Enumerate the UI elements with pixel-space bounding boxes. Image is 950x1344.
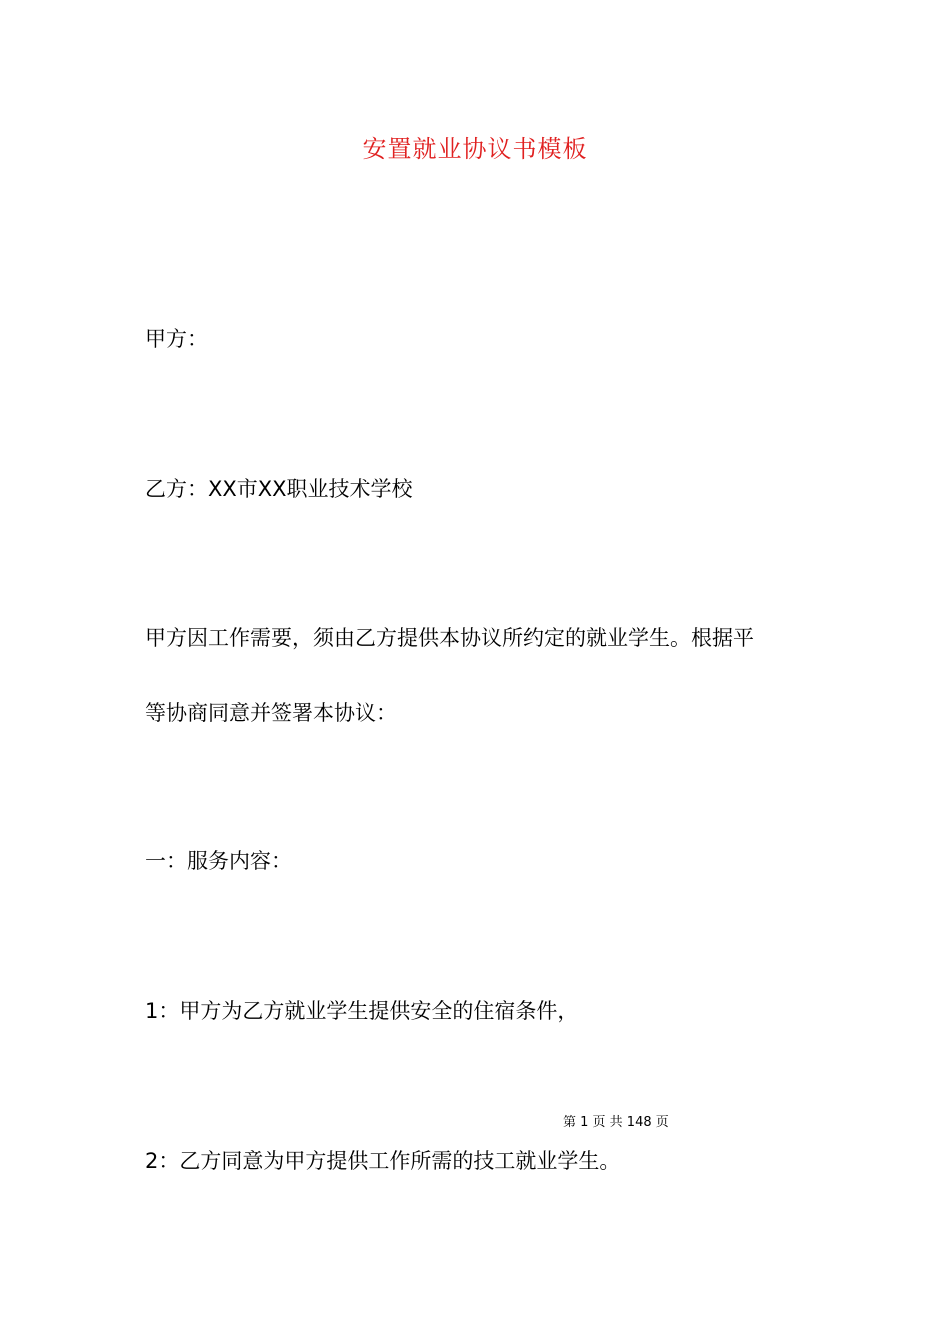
list-item-1: 1：甲方为乙方就业学生提供安全的住宿条件， (145, 999, 579, 1023)
intro-line-1: 甲方因工作需要，须由乙方提供本协议所约定的就业学生。根据平 (145, 626, 754, 650)
list-item-2: 2：乙方同意为甲方提供工作所需的技工就业学生。 (145, 1149, 621, 1173)
party-b-line: 乙方：XX市XX职业技术学校 (145, 477, 413, 501)
document-title: 安置就业协议书模板 (362, 135, 588, 163)
page-footer: 第 1 页 共 148 页 (563, 1115, 669, 1130)
section-1-heading: 一：服务内容： (145, 849, 292, 873)
intro-line-2: 等协商同意并签署本协议： (145, 701, 397, 725)
party-a-line: 甲方： (145, 327, 208, 351)
